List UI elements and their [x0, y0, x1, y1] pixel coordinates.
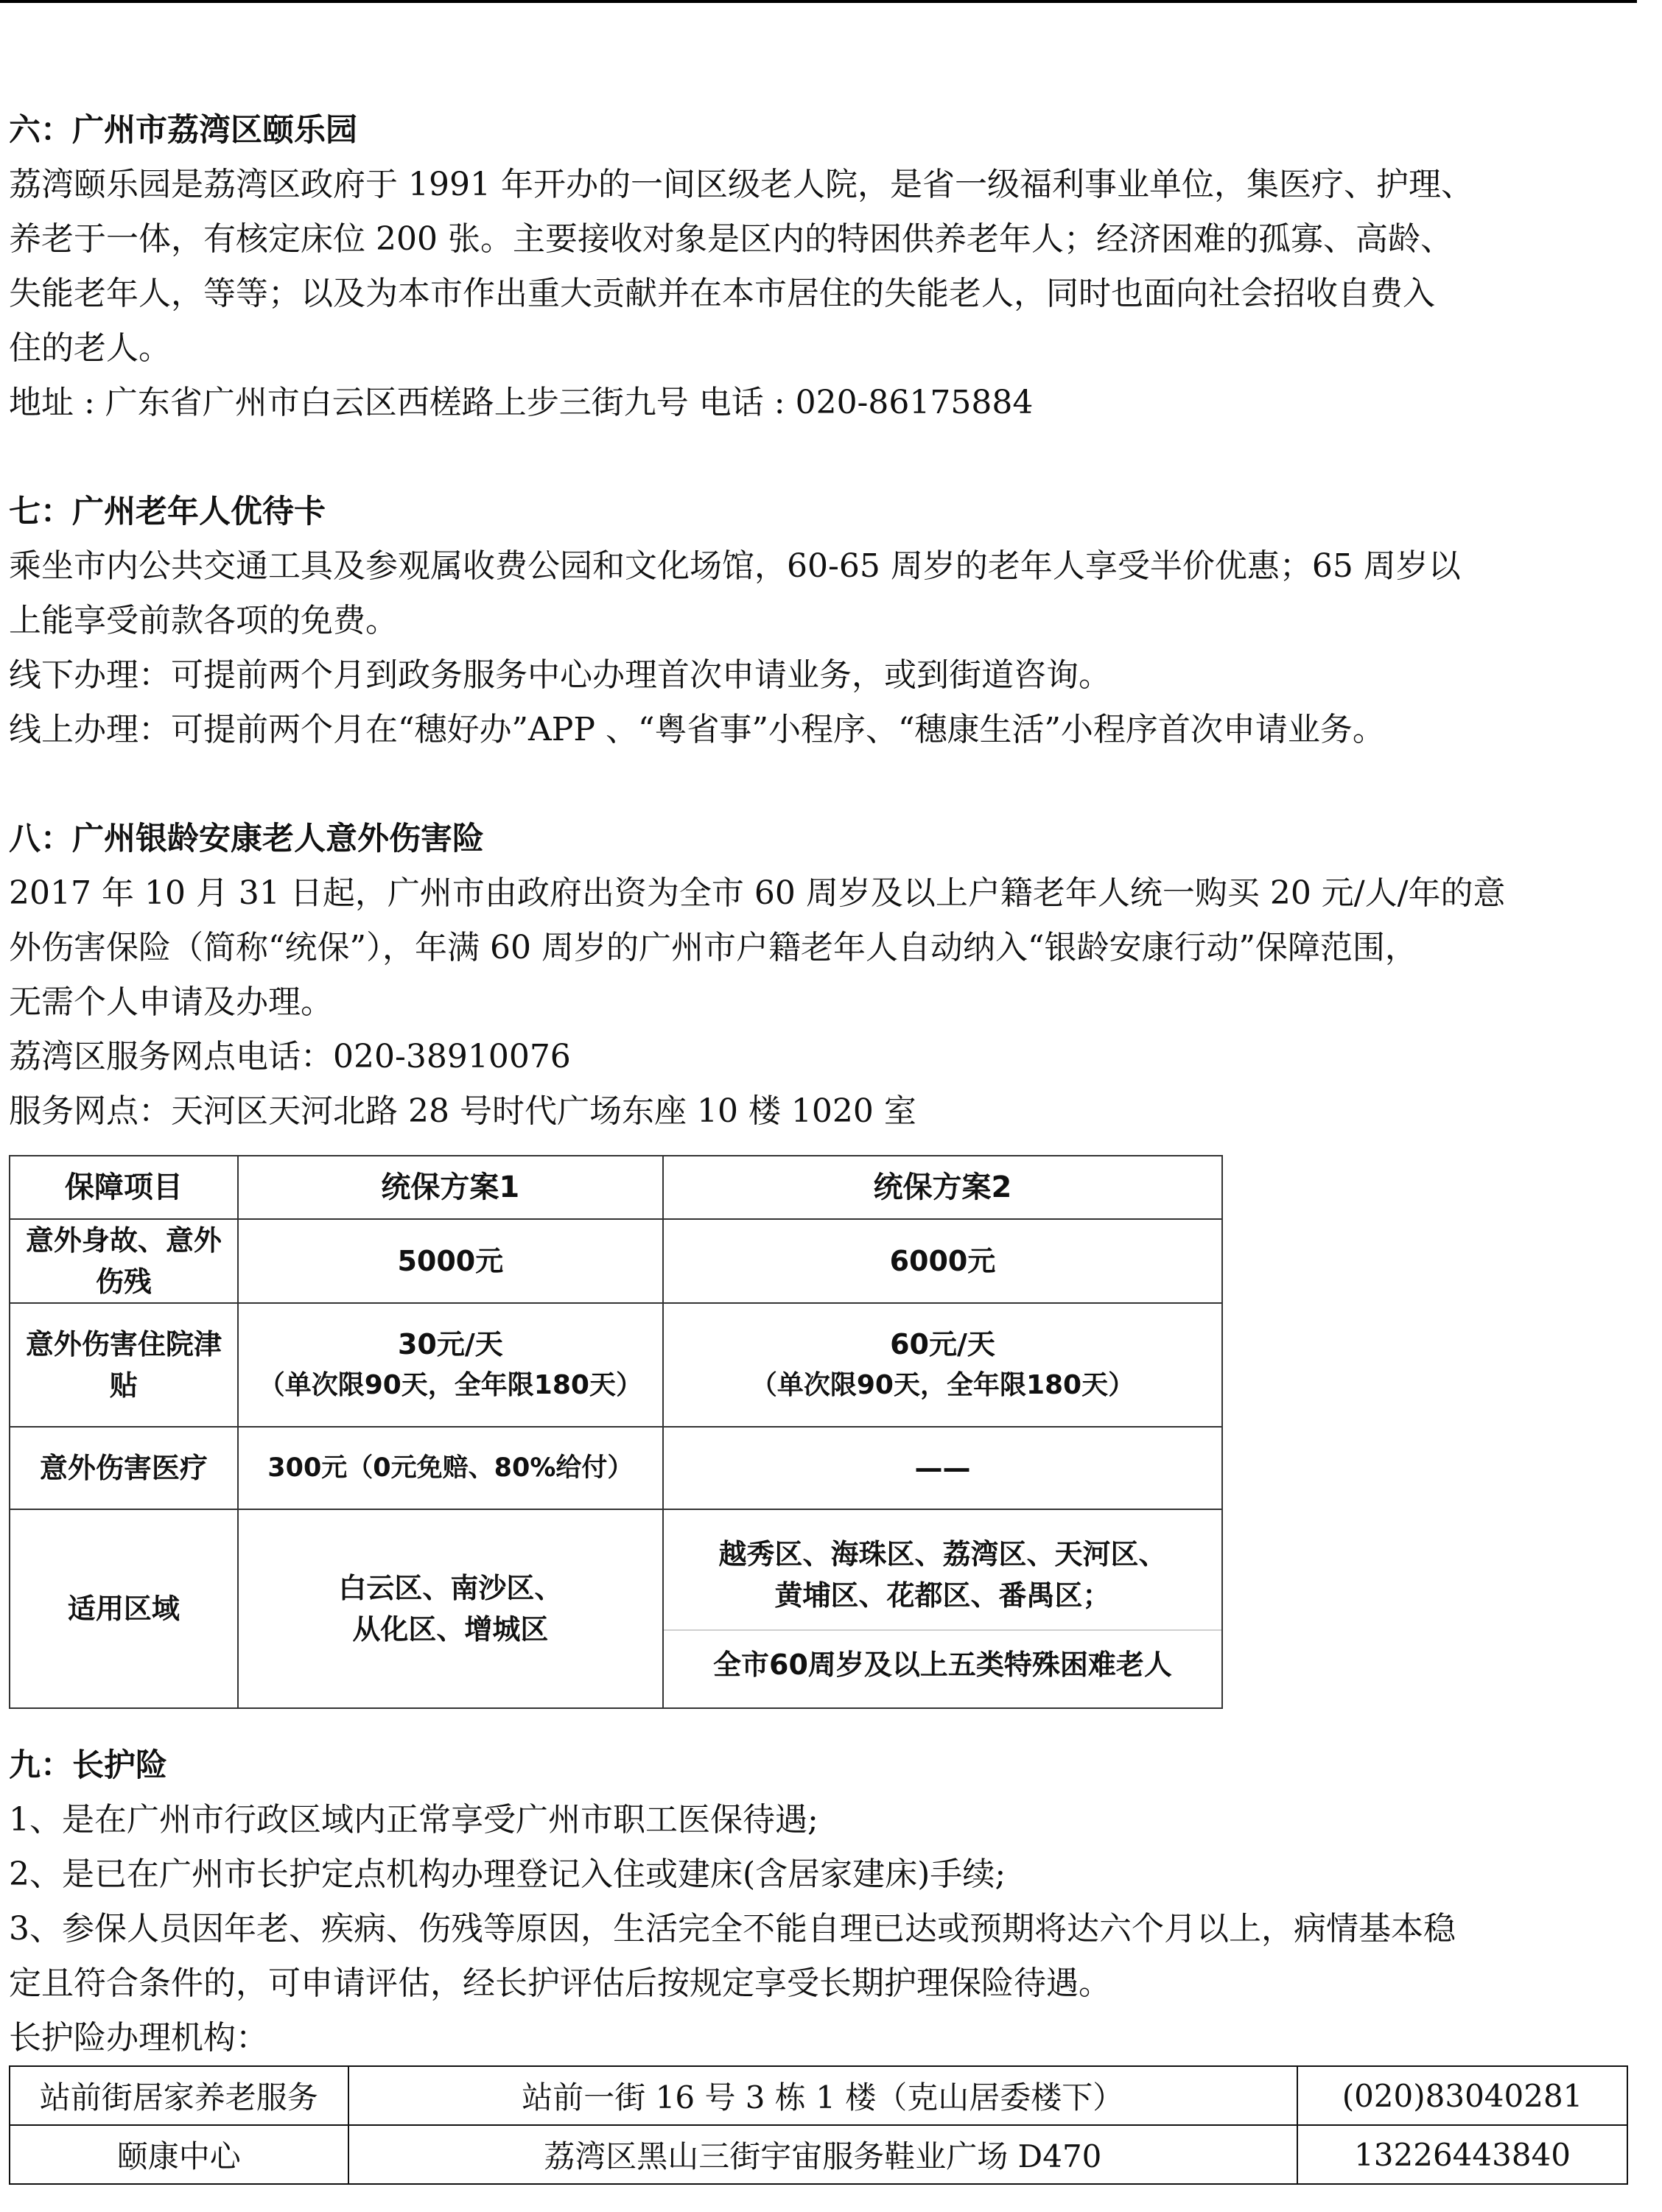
plan-1-value: 5000元 [238, 1219, 663, 1303]
section-9-line: 2、是已在广州市长护定点机构办理登记入住或建床(含居家建床)手续; [9, 1855, 1006, 1893]
section-6-address: 地址 : 广东省广州市白云区西槎路上步三街九号 电话 : 020-86175884 [9, 384, 1034, 421]
row-item-region: 适用区域 [10, 1509, 238, 1708]
ltc-institution-table [9, 2065, 1628, 2185]
row-item-medical: 意外伤害医疗 [10, 1427, 238, 1509]
plan-2-value [663, 1303, 1222, 1427]
plan-2-limit: （单次限90天，全年限180天） [750, 1370, 1135, 1400]
section-6-line: 住的老人。 [9, 329, 171, 367]
plan-1-rate: 30元/天 [397, 1328, 503, 1360]
section-6-line: 养老于一体，有核定床位 200 张。主要接收对象是区内的特困供养老年人；经济困难的孤寡、高龄、 [9, 220, 1453, 258]
section-8-line: 无需个人申请及办理。 [9, 983, 333, 1021]
plan-1-limit: （单次限90天，全年限180天） [258, 1370, 642, 1400]
plan-2-region-line: 越秀区、海珠区、荔湾区、天河区、 [718, 1538, 1167, 1570]
section-8-phone: 荔湾区服务网点电话：020-38910076 [9, 1038, 571, 1075]
institution-phone: 13226443840 [1297, 2125, 1627, 2184]
institution-address: 站前一街 16 号 3 栋 1 楼（克山居委楼下） [348, 2066, 1298, 2125]
section-9-line: 3、参保人员因年老、疾病、伤残等原因，生活完全不能自理已达或预期将达六个月以上，病情基本稳 [9, 1910, 1456, 1948]
header-plan-1: 统保方案1 [238, 1156, 663, 1219]
plan-2-rate: 60元/天 [890, 1328, 995, 1360]
plan-2-region-line: 黄埔区、花都区、番禺区； [774, 1579, 1111, 1612]
table-row [10, 1427, 1222, 1509]
institution-address: 荔湾区黑山三街宇宙服务鞋业广场 D470 [348, 2125, 1298, 2184]
section-8-line: 外伤害保险（简称“统保”），年满 60 周岁的广州市户籍老年人自动纳入“银龄安康行动”保障范围， [9, 929, 1417, 966]
plan-1-region-line: 白云区、南沙区、 [338, 1572, 563, 1604]
section-7-line: 乘坐市内公共交通工具及参观属收费公园和文化场馆，60-65 周岁的老年人享受半价优惠；65 周岁以 [9, 547, 1461, 585]
section-9-line: 定且符合条件的，可申请评估，经长护评估后按规定享受长期护理保险待遇。 [9, 1965, 1111, 2002]
plan-2-value: 6000元 [663, 1219, 1222, 1303]
plan-1-region-line: 从化区、增城区 [352, 1613, 549, 1646]
table-row [10, 1303, 1222, 1427]
section-7-line: 上能享受前款各项的免费。 [9, 602, 398, 639]
row-item-death-disability: 意外身故、意外伤残 [10, 1219, 238, 1303]
section-9-heading: 九：长护险 [9, 1747, 167, 1784]
section-7-line: 线上办理：可提前两个月在“穗好办”APP 、“粤省事”小程序、“穗康生活”小程序首次申请业务。 [9, 711, 1385, 748]
institution-name: 站前街居家养老服务 [10, 2066, 348, 2125]
section-9-line: 1、是在广州市行政区域内正常享受广州市职工医保待遇; [9, 1801, 818, 1839]
table-row [10, 1219, 1222, 1303]
header-plan-2: 统保方案2 [663, 1156, 1222, 1219]
plan-1-value: 300元（0元免赔、80%给付） [238, 1427, 663, 1509]
plan-2-region [663, 1509, 1222, 1708]
document-page [9, 103, 1637, 2185]
table-row [10, 1509, 1222, 1708]
plan-1-region [238, 1509, 663, 1708]
header-coverage-item: 保障项目 [10, 1156, 238, 1219]
table-header-row [10, 1156, 1222, 1219]
plan-2-value: —— [663, 1427, 1222, 1509]
section-8-heading: 八：广州银龄安康老人意外伤害险 [9, 821, 484, 857]
table-row [10, 2066, 1627, 2125]
insurance-plan-table [9, 1155, 1223, 1709]
section-9-org-label: 长护险办理机构： [9, 2019, 268, 2057]
section-8-service-point: 服务网点：天河区天河北路 28 号时代广场东座 10 楼 1020 室 [9, 1092, 916, 1130]
section-8-line: 2017 年 10 月 31 日起，广州市由政府出资为全市 60 周岁及以上户籍老年人统一购买 20 元/人/年的意 [9, 874, 1506, 912]
section-6-heading: 六：广州市荔湾区颐乐园 [9, 112, 357, 149]
section-6-line: 荔湾颐乐园是荔湾区政府于 1991 年开办的一间区级老人院，是省一级福利事业单位，集医疗、护理、 [9, 166, 1473, 203]
plan-1-value [238, 1303, 663, 1427]
plan-2-region-districts [664, 1525, 1221, 1631]
section-7-heading: 七：广州老年人优待卡 [9, 494, 326, 530]
row-item-hospital-allowance: 意外伤害住院津贴 [10, 1303, 238, 1427]
section-7-line: 线下办理：可提前两个月到政务服务中心办理首次申请业务，或到街道咨询。 [9, 656, 1111, 694]
table-row [10, 2125, 1627, 2184]
top-rule [0, 0, 1637, 3]
plan-2-region-special: 全市60周岁及以上五类特殊困难老人 [713, 1649, 1172, 1681]
institution-name: 颐康中心 [10, 2125, 348, 2184]
section-6-line: 失能老年人，等等；以及为本市作出重大贡献并在本市居住的失能老人，同时也面向社会招收自费入 [9, 275, 1435, 312]
institution-phone: (020)83040281 [1297, 2066, 1627, 2125]
